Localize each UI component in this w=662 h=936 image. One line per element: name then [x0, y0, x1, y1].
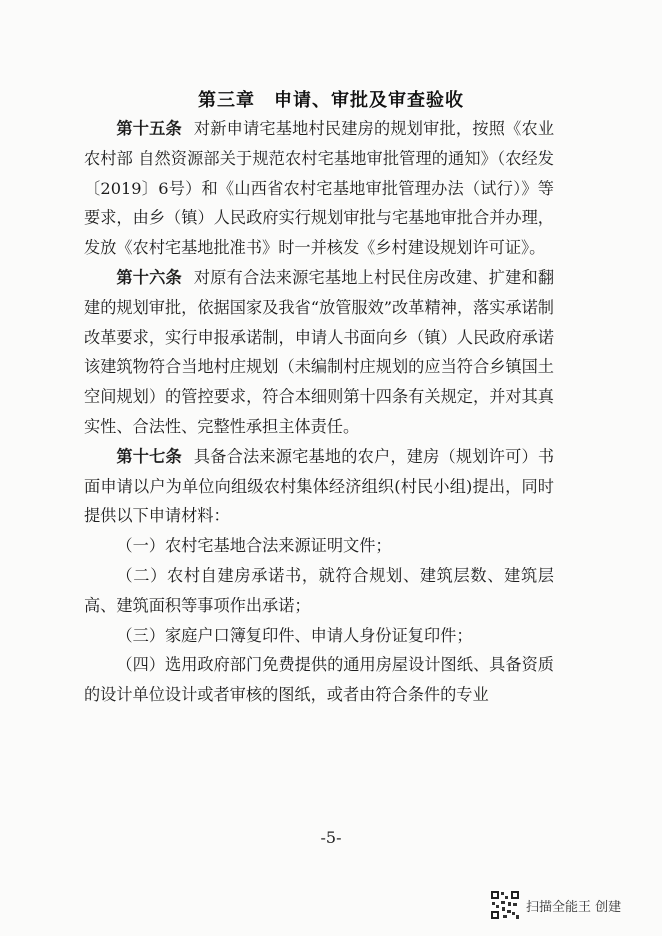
article-16-heading: 第十六条	[116, 267, 182, 287]
article-17-heading: 第十七条	[116, 446, 182, 466]
article-16-text: 对原有合法来源宅基地上村民住房改建、扩建和翻建的规划审批，依据国家及我省“放管服效”改革精神，落实承诺制改革要求，实行申报承诺制，申请人书面向乡（镇）人民政府承诺该建筑物符合当地村庄规划（未编制村庄规划的应当符合乡镇国土空间规划）的管控要求，符合本细则第十四条有关规定，并对其真实性、合法性、完整性承担主体责任。	[84, 267, 555, 436]
article-15-text: 对新申请宅基地村民建房的规划审批，按照《农业农村部 自然资源部关于规范农村宅基地审批管理的通知》（农经发〔2019〕6号）和《山西省农村宅基地审批管理办法（试行）》等要求，由乡（镇）人民政府实行规划审批与宅基地审批合并办理，发放《农村宅基地批准书》时一并核发《乡村建设规划许可证》。	[84, 119, 555, 258]
qr-code-icon	[490, 890, 520, 920]
article-17-text: 具备合法来源宅基地的农户，建房（规划许可）书面申请以户为单位向组级农村集体经济组织(村民小组)提出，同时提供以下申请材料：	[84, 446, 555, 526]
chapter-title: 第三章 申请、审批及审查验收	[198, 90, 464, 111]
article-15-heading: 第十五条	[116, 119, 182, 138]
scanner-watermark	[490, 888, 650, 922]
list-item-1: （一）农村宅基地合法来源证明文件；	[116, 536, 392, 556]
document-body	[84, 114, 554, 710]
list-item-2: （二）农村自建房承诺书，就符合规划、建筑层数、建筑层高、建筑面积等事项作出承诺；	[84, 565, 554, 615]
list-item-4: （四）选用政府部门免费提供的通用房屋设计图纸、具备资质的设计单位设计或者审核的图纸，或者由符合条件的专业	[84, 655, 554, 705]
article-15-paragraph	[84, 114, 554, 263]
list-item-3: （三）家庭户口簿复印件、申请人身份证复印件；	[116, 625, 473, 645]
article-16-paragraph	[84, 263, 554, 442]
watermark-text: 扫描全能王 创建	[526, 899, 622, 915]
page-number: -5-	[320, 828, 342, 847]
article-17-paragraph	[84, 442, 554, 531]
